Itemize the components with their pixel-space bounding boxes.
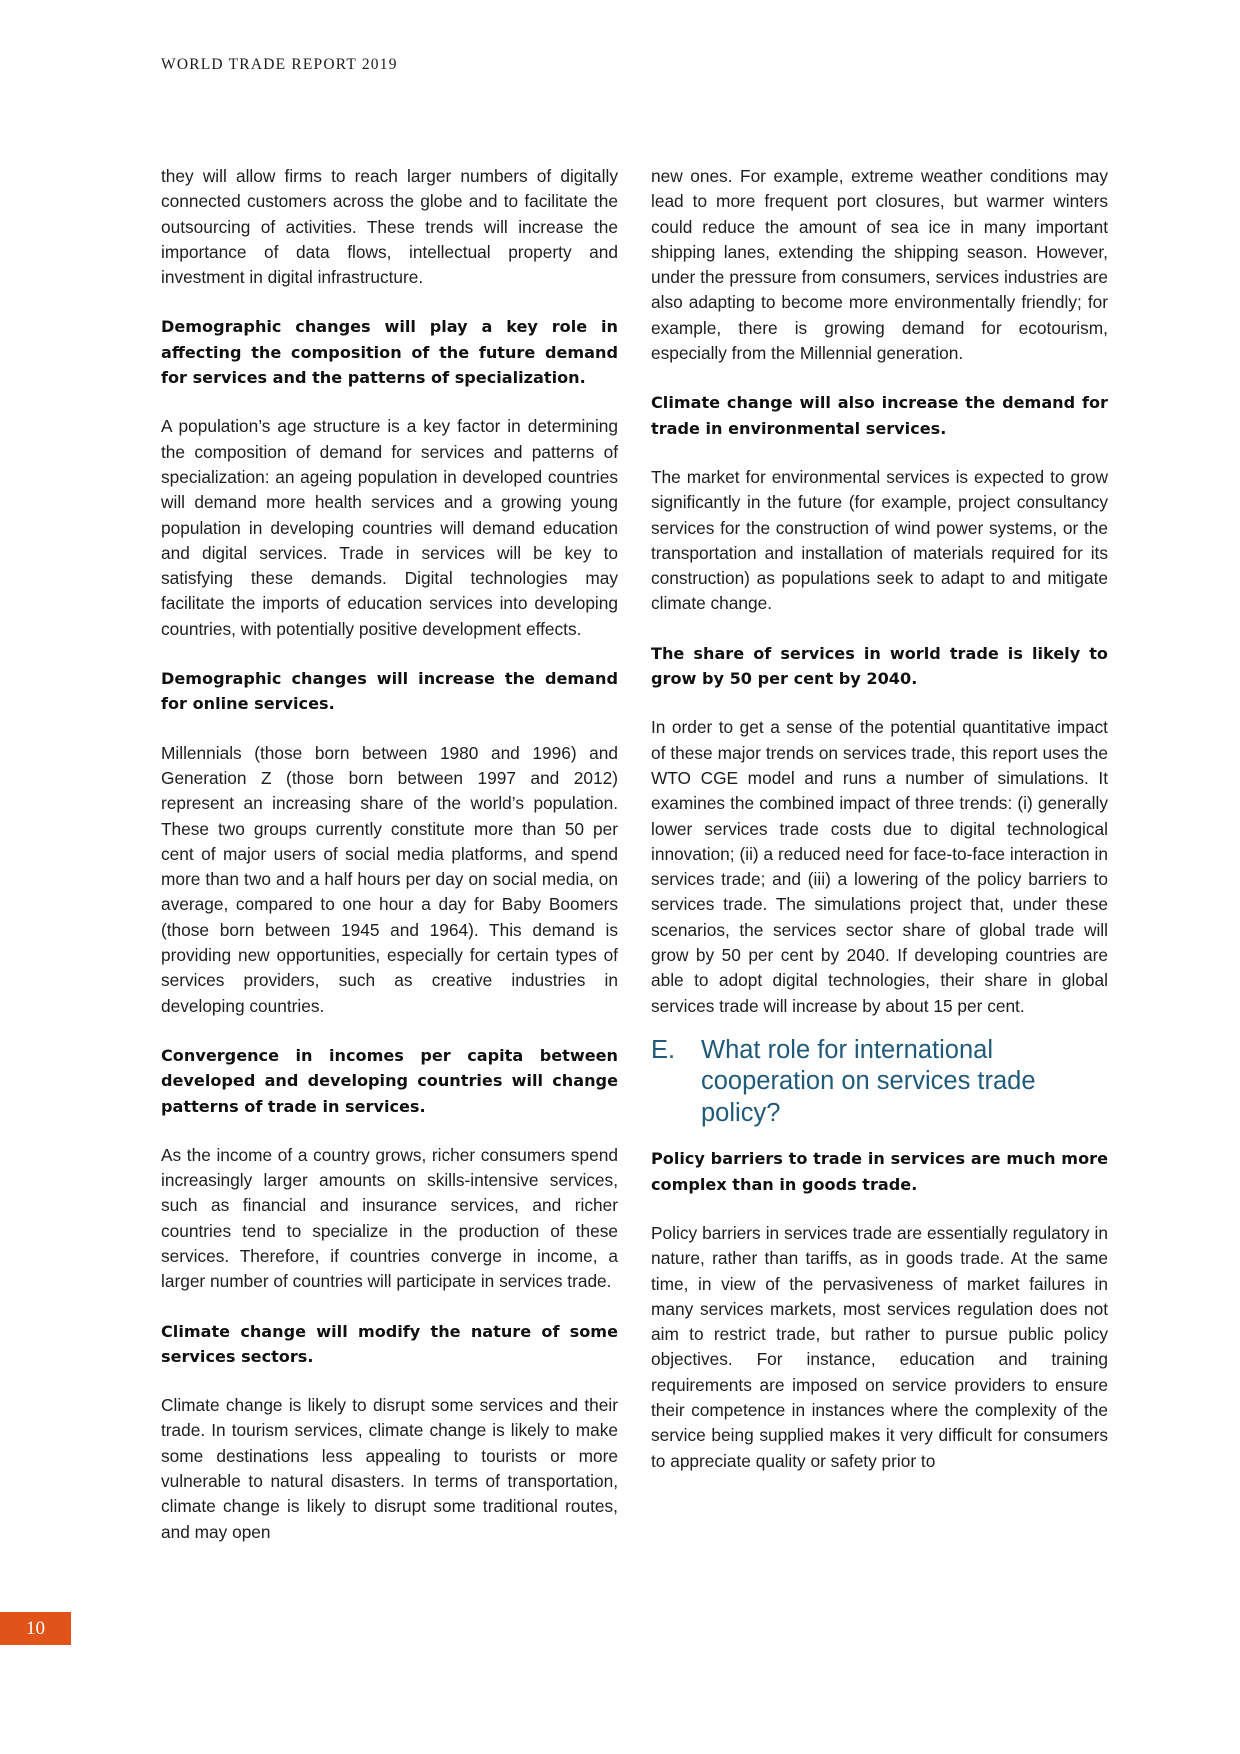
left-column: [161, 164, 618, 1545]
body-paragraph: As the income of a country grows, richer consumers spend increasingly larger amounts on skills-intensive services, such as financial and insurance services, and richer countries tend to specialize in the production of these services. Therefore, if countries converge in income, a larger number of countries will participate in services trade.: [161, 1144, 618, 1292]
body-paragraph: Policy barriers in services trade are essentially regulatory in nature, rather than tariffs, as in goods trade. At the same time, in view of the pervasiveness of market failures in many services markets, most services regulation does not aim to restrict trade, but rather to pursue public policy objectives. For instance, education and training requirements are imposed on service providers to ensure their competence in instances where the complexity of the service being supplied makes it very difficult for consumers to appreciate quality or safety prior to: [651, 1223, 1108, 1471]
lead-heading: The share of services in world trade is likely to grow by 50 per cent by 2040.: [651, 643, 1108, 689]
lead-heading: Policy barriers to trade in services are much more complex than in goods trade.: [651, 1149, 1108, 1194]
body-paragraph: The market for environmental services is expected to grow significantly in the future (for example, project consultancy services for the construction of wind power systems, or the transportation and installation of materials required for its construction) as populations seek to adapt to and mitigate climate change.: [651, 466, 1108, 614]
lead-heading: Climate change will also increase the demand for trade in environmental services.: [651, 393, 1108, 438]
running-header: WORLD TRADE REPORT 2019: [161, 56, 398, 73]
section-heading: [651, 1035, 1108, 1130]
body-paragraph: A population’s age structure is a key factor in determining the composition of demand for services and patterns of specialization: an ageing population in developed countries will demand more health services and a growing young population in developing countries will demand education and digital services. Trade in services will be key to satisfying these demands. Digital technologies may facilitate the imports of education services into developing countries, with potentially positive development effects.: [161, 416, 618, 639]
body-paragraph: they will allow firms to reach larger numbers of digitally connected customers across the globe and to facilitate the outsourcing of activities. These trends will increase the importance of data flows, intellectual property and investment in digital infrastructure.: [161, 166, 618, 288]
lead-heading: Convergence in incomes per capita between developed and developing countries will change patterns of trade in services.: [161, 1045, 618, 1116]
lead-heading: Demographic changes will play a key role in affecting the composition of the future demand for services and the patterns of specialization.: [161, 317, 618, 388]
lead-heading: Demographic changes will increase the demand for online services.: [161, 669, 618, 714]
body-paragraph: new ones. For example, extreme weather conditions may lead to more frequent port closures, but warmer winters could reduce the amount of sea ice in many important shipping lanes, extending the shipping season. However, under the pressure from consumers, services industries are also adapting to become more environmentally friendly; for example, there is growing demand for ecotourism, especially from the Millennial generation.: [651, 166, 1108, 364]
lead-heading: Climate change will modify the nature of some services sectors.: [161, 1321, 618, 1366]
body-paragraph: Millennials (those born between 1980 and 1996) and Generation Z (those born between 1997 and 2012) represent an increasing share of the world’s population. These two groups currently constitute more than 50 per cent of major users of social media platforms, and spend more than two and a half hours per day on social media, on average, compared to one hour a day for Baby Boomers (those born between 1945 and 1964). This demand is providing new opportunities, especially for certain types of services providers, such as creative industries in developing countries.: [161, 742, 618, 1016]
page-number-badge: 10: [0, 1612, 71, 1645]
section-title: What role for international cooperation on services trade policy?: [701, 1035, 1036, 1127]
right-column: [651, 164, 1108, 1474]
body-paragraph: Climate change is likely to disrupt some services and their trade. In tourism services, climate change is likely to make some destinations less appealing to tourists or more vulnerable to natural disasters. In terms of transportation, climate change is likely to disrupt some traditional routes, and may open: [161, 1395, 618, 1542]
body-paragraph: In order to get a sense of the potential quantitative impact of these major trends on services trade, this report uses the WTO CGE model and runs a number of simulations. It examines the combined impact of three trends: (i) generally lower services trade costs due to digital technological innovation; (ii) a reduced need for face-to-face interaction in services trade; and (iii) a lowering of the policy barriers to services trade. The simulations project that, under these scenarios, the services sector share of global trade will grow by 50 per cent by 2040. If developing countries are able to adopt digital technologies, their share in global services trade will increase by about 15 per cent.: [651, 717, 1108, 1016]
section-number: E.: [651, 1035, 676, 1064]
